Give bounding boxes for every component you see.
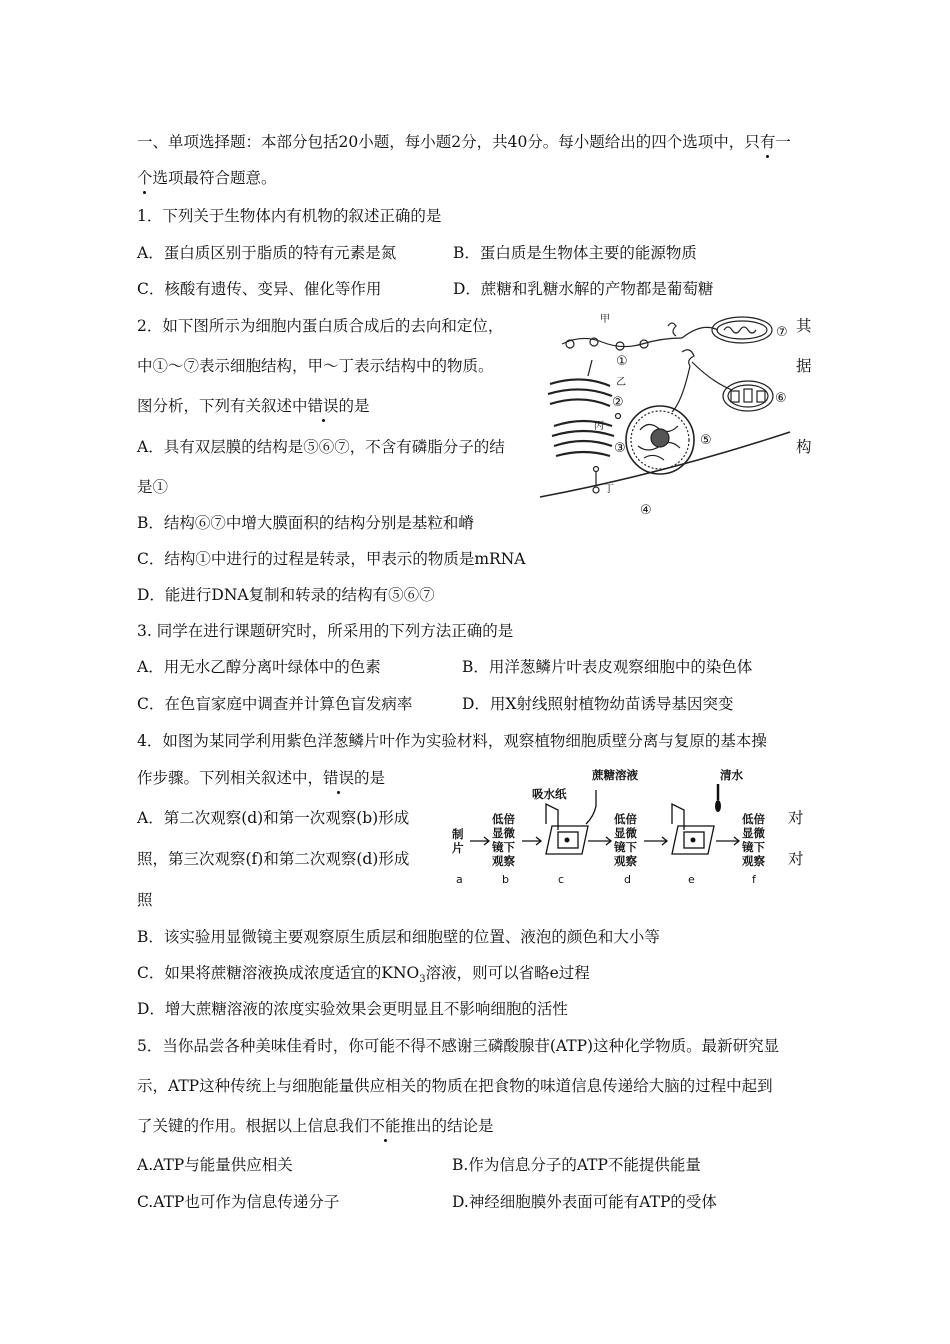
grana: [744, 389, 752, 402]
stem-text: 作步骤。下列相关叙述中，: [137, 769, 324, 787]
step-b: b: [502, 873, 509, 886]
arrow-to-chloroplast: [692, 362, 732, 390]
label-observe: 观察: [614, 854, 637, 868]
q4-option-d: D．增大蔗糖溶液的浓度实验效果会更明显且不影响细胞的活性: [137, 1000, 568, 1018]
q3-option-c: C．在色盲家庭中调查并计算色盲发病率: [137, 695, 413, 713]
arrow-to-nucleus: [672, 366, 690, 412]
label-1: ①: [616, 354, 628, 369]
er-membrane: [550, 379, 610, 386]
q5-stem-line3: [137, 1116, 494, 1136]
label-yi: 乙: [616, 377, 626, 388]
plasmolysis-steps-figure: [446, 766, 784, 888]
cell-sample: [691, 838, 696, 843]
q1-option-d: D．蔗糖和乳糖水解的产物都是葡萄糖: [453, 280, 714, 298]
option-text: C．如果将蔗糖溶液换成浓度适宜的KNO: [137, 964, 420, 982]
golgi-membrane: [556, 452, 610, 456]
dropper-sucrose: [586, 790, 596, 824]
q2-stem-line1-end: 其: [796, 317, 812, 335]
q2-option-d: D．能进行DNA复制和转录的结构有⑤⑥⑦: [137, 586, 435, 604]
secreted-protein: [593, 487, 599, 493]
q4-option-a-line3: 照: [137, 891, 153, 909]
label-bing: 丙: [594, 421, 604, 432]
q3-option-a: A．用无水乙醇分离叶绿体中的色素: [137, 658, 381, 676]
q2-stem-line2: 中①～⑦表示细胞结构，甲～丁表示结构中的物质。: [137, 357, 494, 375]
q1-stem: 1．下列关于生物体内有机物的叙述正确的是: [137, 207, 442, 225]
q5-option-a: A.ATP与能量供应相关: [137, 1156, 293, 1174]
golgi-membrane: [552, 431, 614, 436]
label-under: 镜下: [614, 840, 637, 854]
er-membrane: [548, 389, 612, 396]
label-microscope: 显微: [742, 826, 765, 840]
q5-stem-line1: 5．当你品尝各种美味佳肴时，你可能不得不感谢三磷酸腺苷(ATP)这种化学物质。最新研究显: [137, 1037, 780, 1055]
q4-option-a-end1: 对: [788, 809, 804, 827]
label-microscope: 显微: [492, 826, 515, 840]
q2-stem-line1: 2．如下图所示为细胞内蛋白质合成后的去向和定位，: [137, 317, 504, 335]
free-protein: [682, 350, 694, 366]
cell-sample: [565, 838, 570, 843]
arrow-e-f: [716, 837, 739, 845]
arrow-a-b: [470, 837, 489, 845]
label-5: ⑤: [700, 433, 712, 448]
q1-option-b: B．蛋白质是生物体主要的能源物质: [453, 244, 697, 262]
emphasis-text: 错误: [323, 769, 355, 787]
q1-option-a: A．蛋白质区别于脂质的特有元素是氮: [137, 244, 397, 262]
subscript: 3: [419, 974, 426, 986]
q3-stem: 3. 同学在进行课题研究时，所采用的下列方法正确的是: [137, 622, 514, 640]
section-text: 一、单项选择题：本部分包括20小题，每小题2分，共40分。每小题给出的四个选项中，: [137, 133, 745, 151]
nucleolus: [651, 429, 669, 447]
step-f: f: [752, 873, 756, 886]
label-under: 镜下: [742, 840, 765, 854]
label-under: 镜下: [492, 840, 515, 854]
label-6: ⑥: [775, 391, 787, 406]
section-header-line1: [137, 132, 791, 152]
label-7: ⑦: [776, 325, 788, 340]
label-low-power: 低倍: [614, 812, 637, 826]
q2-option-b: B．结构⑥⑦中增大膜面积的结构分别是基粒和嵴: [137, 514, 474, 532]
label-microscope: 显微: [614, 826, 637, 840]
arrow-to-er: [588, 360, 592, 376]
vesicle: [616, 414, 621, 419]
label-ding: 丁: [604, 484, 614, 495]
stem-text: 了关键的作用。根据以上信息我们: [137, 1117, 370, 1135]
label-4: ④: [640, 503, 652, 517]
section-text: 选项最符合题意。: [152, 169, 277, 187]
q4-option-b: B．该实验用显微镜主要观察原生质层和细胞壁的位置、液泡的颜色和大小等: [137, 928, 660, 946]
q2-option-a-line2: 是①: [137, 478, 169, 496]
q2-stem-line3: [137, 396, 370, 416]
stem-text: 的是: [354, 769, 386, 787]
label-low-power: 低倍: [492, 812, 515, 826]
q3-option-b: B．用洋葱鳞片叶表皮观察细胞中的染色体: [462, 658, 753, 676]
label-slide: 片: [452, 841, 464, 855]
label-2: ②: [612, 395, 624, 410]
label-sucrose-solution: 蔗糖溶液: [592, 768, 638, 782]
cell-structure-figure: [532, 312, 794, 517]
q2-option-c: C．结构①中进行的过程是转录，甲表示的物质是mRNA: [137, 550, 526, 568]
q5-option-c: C.ATP也可作为信息传递分子: [137, 1193, 340, 1211]
q5-stem-line2: 示，ATP这种传统上与细胞能量供应相关的物质在把食物的味道信息传递给大脑的过程中起到: [137, 1077, 773, 1095]
label-observe: 观察: [742, 854, 765, 868]
q5-option-d: D.神经细胞膜外表面可能有ATP的受体: [452, 1193, 717, 1211]
vesicle: [594, 467, 599, 472]
q4-option-c: [137, 963, 590, 990]
q4-option-a-line1: A．第二次观察(d)和第一次观察(b)形成: [137, 809, 410, 827]
q4-option-a-end2: 对: [788, 850, 804, 868]
stem-text: 图分析，下列有关叙述中: [137, 397, 308, 415]
q2-option-a-end: 构: [796, 438, 812, 456]
label-jia: 甲: [600, 314, 610, 325]
arrow-b-c: [522, 837, 541, 845]
label-observe: 观察: [492, 854, 515, 868]
q5-option-b: B.作为信息分子的ATP不能提供能量: [452, 1156, 701, 1174]
label-water: 清水: [720, 768, 743, 782]
q4-option-a-line2: 照，第三次观察(f)和第二次观察(d)形成: [137, 850, 410, 868]
stem-text: 推出的结论是: [400, 1117, 494, 1135]
emphasis-text: 只有一: [744, 133, 791, 151]
option-text: 溶液，则可以省略e过程: [425, 964, 590, 982]
q1-option-c: C．核酸有遗传、变异、催化等作用: [137, 280, 382, 298]
golgi-membrane: [554, 441, 612, 446]
section-header-line2: [137, 168, 277, 188]
q4-stem-line1: 4．如图为某同学利用紫色洋葱鳞片叶作为实验材料，观察植物细胞质壁分离与复原的基本操: [137, 732, 767, 750]
free-protein: [668, 323, 676, 336]
stem-text: 的是: [338, 397, 370, 415]
arrow-c-d: [588, 837, 611, 845]
step-d: d: [624, 873, 631, 886]
emphasis-text: 不能: [369, 1117, 401, 1135]
step-a: a: [456, 873, 463, 886]
step-c: c: [558, 873, 565, 886]
step-e: e: [688, 873, 695, 886]
label-absorbent-paper: 吸水纸: [532, 787, 567, 801]
q4-stem-line2: [137, 768, 385, 788]
dropper-bulb: [715, 800, 721, 812]
chloroplast-inner: [728, 385, 768, 407]
label-3: ③: [614, 441, 626, 456]
grana: [731, 391, 739, 402]
q3-option-d: D．用X射线照射植物幼苗诱导基因突变: [462, 695, 734, 713]
q2-stem-line2-end: 据: [796, 357, 812, 375]
grana: [757, 391, 765, 402]
mitochondrion-cristae: [724, 327, 756, 333]
arrow-d-e: [644, 837, 667, 845]
emphasis-text: 个: [137, 169, 153, 187]
er-membrane: [550, 399, 610, 406]
label-make: 制: [452, 827, 464, 841]
label-low-power: 低倍: [742, 812, 765, 826]
emphasis-text: 错误: [307, 397, 339, 415]
q2-option-a-line1: A．具有双层膜的结构是⑤⑥⑦，不含有磷脂分子的结: [137, 438, 505, 456]
